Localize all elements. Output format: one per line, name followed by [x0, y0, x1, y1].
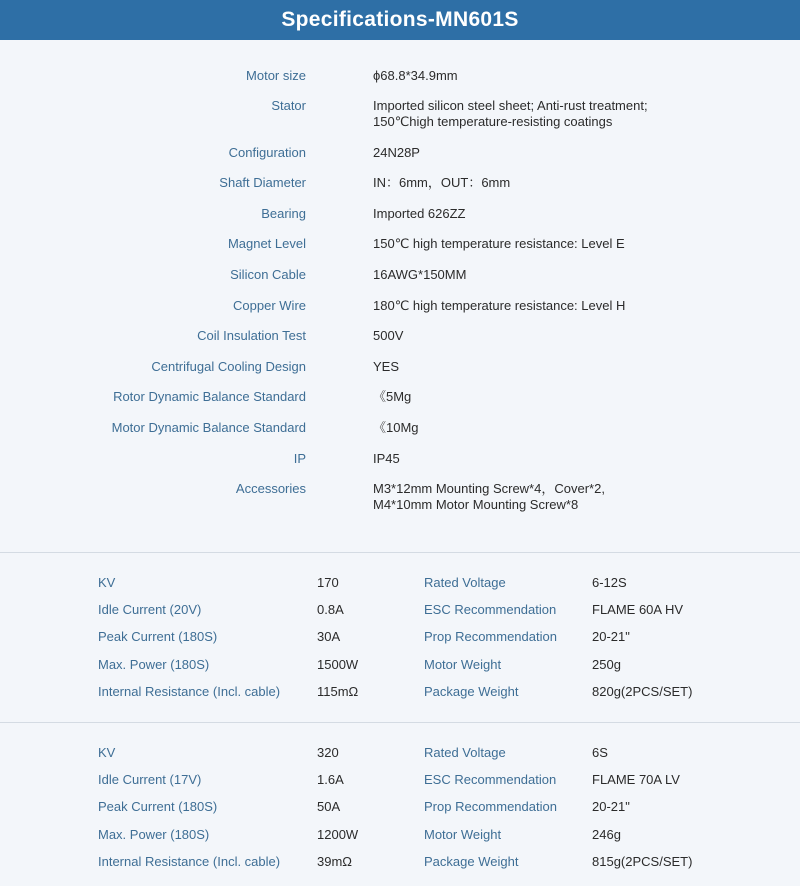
spec-value [373, 420, 773, 436]
spec-value-line: 16AWG*150MM [373, 267, 467, 282]
spec-label: Bearing [261, 206, 306, 221]
spec-value [373, 98, 773, 130]
param-label: Peak Current (180S) [98, 799, 218, 814]
spec-value [373, 236, 773, 252]
spec-value-line: Imported 626ZZ [373, 206, 466, 221]
spec-value [373, 328, 773, 344]
param-label: Rated Voltage [424, 575, 506, 590]
param-label: Internal Resistance (Incl. cable) [98, 684, 281, 699]
spec-value [373, 68, 773, 84]
spec-label: Shaft Diameter [219, 175, 306, 190]
param-label: Max. Power (180S) [98, 657, 210, 672]
spec-value-line: M3*12mm Mounting Screw*4，Cover*2, [373, 481, 605, 496]
param-label: KV [98, 745, 116, 760]
spec-value [373, 175, 773, 191]
param-value: 39mΩ [317, 854, 353, 869]
param-label: Idle Current (20V) [98, 602, 202, 617]
param-label: Motor Weight [424, 657, 502, 672]
spec-label: IP [293, 451, 306, 466]
spec-value [373, 145, 773, 161]
param-value: 6-12S [592, 575, 627, 590]
spec-value-line: IP45 [373, 451, 400, 466]
param-value: 320 [317, 745, 339, 760]
spec-value-line: 24N28P [373, 145, 420, 160]
spec-label: Rotor Dynamic Balance Standard [113, 389, 306, 404]
spec-label: Copper Wire [233, 298, 306, 313]
param-value: 246g [592, 827, 621, 842]
spec-value-line: Imported silicon steel sheet; Anti-rust treatment; [373, 98, 648, 113]
param-label: Package Weight [424, 684, 519, 699]
spec-value-line: YES [373, 359, 400, 374]
param-label: Prop Recommendation [424, 629, 557, 644]
spec-value-line: M4*10mm Motor Mounting Screw*8 [373, 497, 579, 512]
divider [0, 552, 800, 553]
param-value: 0.8A [317, 602, 344, 617]
spec-label: Motor Dynamic Balance Standard [111, 420, 306, 435]
spec-label: Silicon Cable [230, 267, 306, 282]
spec-value-line: 150℃ high temperature resistance: Level E [373, 236, 625, 251]
spec-value-line: 500V [373, 328, 404, 343]
param-value: 6S [592, 745, 608, 760]
divider [0, 722, 800, 723]
spec-label: Magnet Level [227, 236, 306, 251]
spec-label: Stator [271, 98, 306, 113]
param-label: Internal Resistance (Incl. cable) [98, 854, 281, 869]
spec-value-line: 150℃high temperature-resisting coatings [373, 114, 613, 129]
param-value: 20-21" [592, 799, 630, 814]
param-label: Rated Voltage [424, 745, 506, 760]
spec-value [373, 451, 773, 467]
param-value: 20-21" [592, 629, 630, 644]
param-value: 1500W [317, 657, 359, 672]
spec-label: Accessories [235, 481, 306, 496]
param-label: Peak Current (180S) [98, 629, 218, 644]
param-label: Package Weight [424, 854, 519, 869]
param-value: 50A [317, 799, 341, 814]
param-value: FLAME 70A LV [592, 772, 680, 787]
spec-label: Configuration [228, 145, 306, 160]
spec-value-line: IN：6mm，OUT：6mm [373, 175, 511, 190]
param-value: 815g(2PCS/SET) [592, 854, 693, 869]
spec-value [373, 481, 773, 513]
param-label: ESC Recommendation [424, 772, 557, 787]
spec-value-line: 《5Mg [373, 389, 412, 404]
param-label: Idle Current (17V) [98, 772, 202, 787]
param-value: 170 [317, 575, 339, 590]
param-value: 115mΩ [317, 684, 359, 699]
param-label: KV [98, 575, 116, 590]
spec-label: Coil Insulation Test [197, 328, 306, 343]
param-label: ESC Recommendation [424, 602, 557, 617]
spec-value [373, 206, 773, 222]
spec-value [373, 298, 773, 314]
spec-value-line: ϕ68.8*34.9mm [373, 68, 458, 83]
param-value: 820g(2PCS/SET) [592, 684, 693, 699]
spec-label: Motor size [246, 68, 306, 83]
param-value: 1.6A [317, 772, 344, 787]
spec-value [373, 389, 773, 405]
param-label: Prop Recommendation [424, 799, 557, 814]
header-bar [0, 0, 800, 40]
spec-label: Centrifugal Cooling Design [151, 359, 306, 374]
spec-value-line: 《10Mg [373, 420, 419, 435]
param-value: 30A [317, 629, 341, 644]
spec-value-line: 180℃ high temperature resistance: Level H [373, 298, 626, 313]
page-title: Specifications-MN601S [281, 8, 519, 31]
param-value: 250g [592, 657, 621, 672]
spec-value [373, 359, 773, 375]
param-label: Max. Power (180S) [98, 827, 210, 842]
param-label: Motor Weight [424, 827, 502, 842]
spec-value [373, 267, 773, 283]
param-value: 1200W [317, 827, 359, 842]
param-value: FLAME 60A HV [592, 602, 684, 617]
